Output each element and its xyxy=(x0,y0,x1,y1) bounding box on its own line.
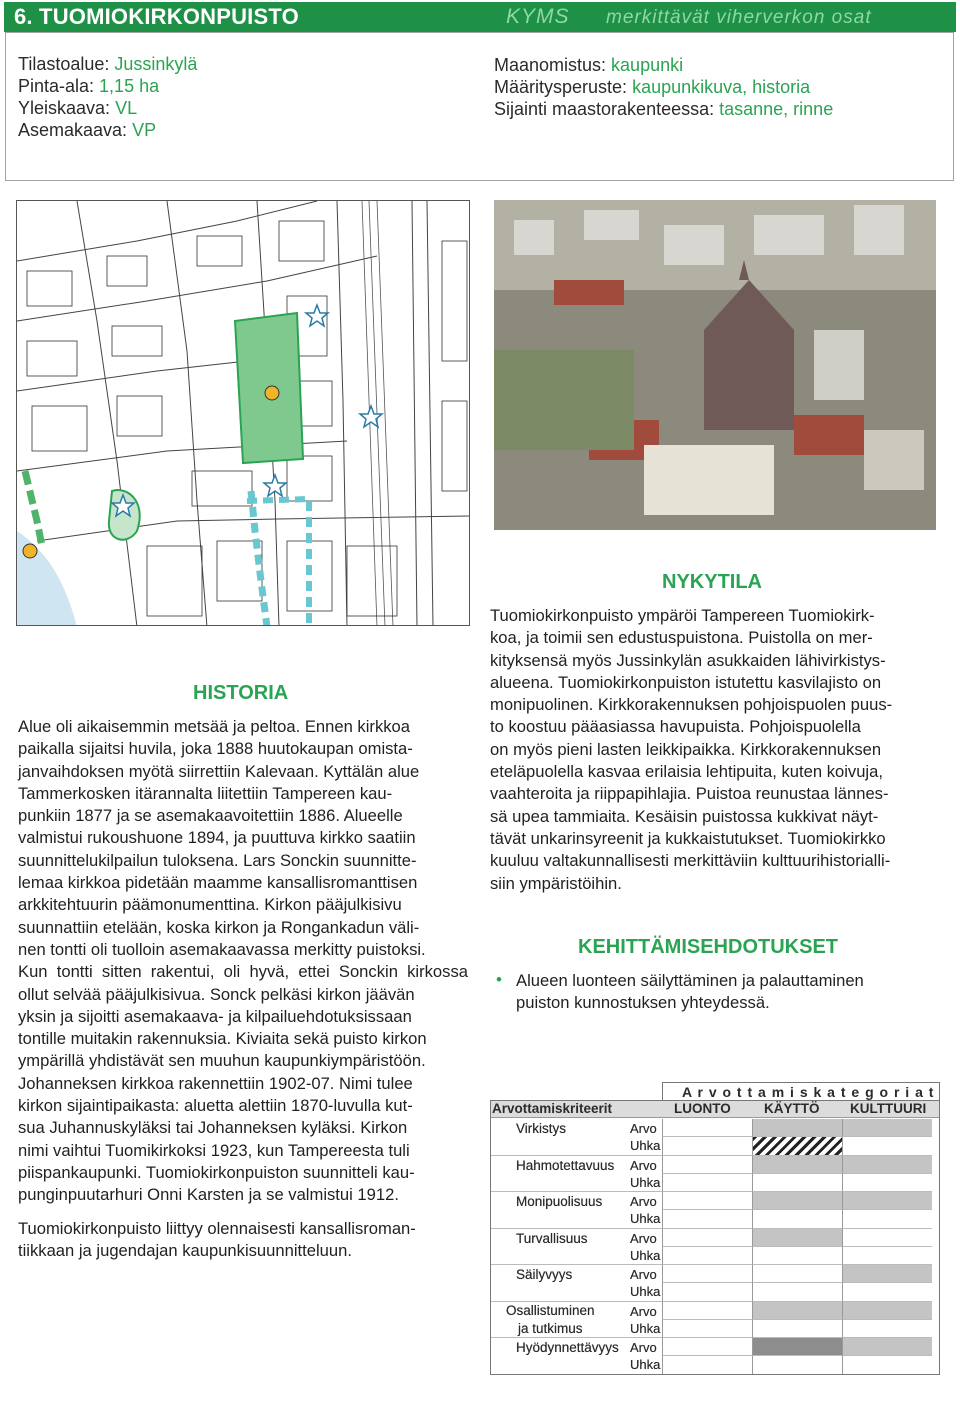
site-map xyxy=(16,200,470,626)
column-header: LUONTO xyxy=(674,1101,731,1116)
arvo-label: Arvo xyxy=(630,1267,657,1282)
text-line: on myös pieni lasten leikkipaikka. Kirkkorakennuksen xyxy=(490,739,882,759)
header-kyms: KYMS xyxy=(506,5,570,28)
criterion-label: Monipuolisuus xyxy=(516,1194,603,1209)
column-header: KULTTUURI xyxy=(850,1101,927,1116)
criteria-header: Arvottamiskriteerit xyxy=(492,1101,613,1116)
text-line: arkkitehtuurin päämonumenttina. Kirkon pääjulkisivu xyxy=(18,895,402,915)
uhka-label: Uhka xyxy=(630,1357,661,1373)
historia-title: HISTORIA xyxy=(193,682,289,704)
text-line: janvaihdoksen myötä siirrettiin Kalevaan. Kyttälän alue xyxy=(18,761,420,781)
text-line: vaahteroita ja riippapihlajia. Puistoa reunustaa lännes- xyxy=(490,784,889,804)
info-asemakaava: Asemakaava: VP xyxy=(18,120,157,140)
bullet-dot: • xyxy=(496,970,502,989)
criterion-label: Turvallisuus xyxy=(516,1230,588,1246)
nykytila-title: NYKYTILA xyxy=(662,571,762,593)
uhka-label: Uhka xyxy=(630,1174,661,1190)
rating-table xyxy=(490,1082,940,1374)
text-line: sä upea tammiaita. Kesäisin puistossa kukkivat näyt- xyxy=(490,806,879,826)
criterion-label: Hyödynnettävyys xyxy=(516,1340,619,1355)
info-sijainti: Sijainti maastorakenteessa: tasanne, rinne xyxy=(494,99,834,119)
text-line: tontille muitakin rakennuksia. Kiviaita sekä puisto kirkon xyxy=(18,1029,427,1049)
text-line: tiikkaan ja jugendajan kaupunkisuunnitteluun. xyxy=(18,1241,352,1261)
text-line: kirkon sijaintipaikasta: aluetta alettiin 1870-luvulla kut- xyxy=(18,1096,413,1116)
text-line: kuuluu valtakunnallisesti merkittäviin kulttuurihistorialli- xyxy=(490,851,891,871)
text-line: Tuomiokirkonpuisto ympäröi Tampereen Tuomiokirk- xyxy=(490,606,875,625)
text-line: nen tontti oli tuolloin asemakaavassa merkitty puistoksi. xyxy=(18,939,426,959)
text-line: sua Juhannuskyläksi tai Johanneksen kyläksi. Kirkon xyxy=(18,1118,408,1138)
text-line: valmistui rukoushuone 1894, ja puuttuva kirkko saatiin xyxy=(18,828,416,848)
uhka-label: Uhka xyxy=(630,1247,661,1263)
info-maanomistus: Maanomistus: kaupunki xyxy=(494,55,684,75)
page-title: 6. TUOMIOKIRKONPUISTO xyxy=(14,4,299,29)
arvo-label: Arvo xyxy=(630,1230,657,1246)
text-line: suunnattiin etelään, koska kirkon ja Rongankadun väli- xyxy=(18,917,420,937)
arvo-label: Arvo xyxy=(630,1194,657,1209)
text-line: nimi vaihtui Tuomikirkoksi 1923, kun Tampereesta tuli xyxy=(18,1140,410,1160)
text-line: ollut selvää pääjulkisivua. Sonck pelkäsi kirkon jäävän xyxy=(18,984,415,1004)
uhka-label: Uhka xyxy=(630,1138,661,1154)
text-line: punkiin 1877 ja se asemakaavoitettiin 1886. Alueelle xyxy=(18,806,403,826)
info-tilastoalue: Tilastoalue: Jussinkylä xyxy=(18,54,198,74)
uhka-label: Uhka xyxy=(630,1211,661,1227)
aerial-photo xyxy=(494,200,936,530)
nykytila-text xyxy=(490,605,942,895)
text-line: Tammerkosken itärannalta liitettiin Tampereen kau- xyxy=(18,783,393,803)
criterion-label: Säilyvyys xyxy=(516,1267,573,1282)
text-line: alueena. Tuomiokirkonpuiston istutettu kasvilajisto on xyxy=(490,672,882,692)
aerial-photo-drawing xyxy=(494,200,936,530)
text-line: kityksensä myös Jussinkylän asukkaiden lähivirkistys- xyxy=(490,650,886,670)
bullet-line-2: puiston kunnostuksen yhteydessä. xyxy=(516,993,770,1013)
text-line: to koostuu pääasiassa havupuista. Pohjoispuolella xyxy=(490,717,861,737)
text-line: punginpuutarhuri Onni Karsten ja se valmistui 1912. xyxy=(18,1185,399,1205)
uhka-label: Uhka xyxy=(630,1284,661,1300)
criterion-label: Hahmotettavuus xyxy=(516,1157,615,1173)
text-line: tävät unkarinsyreenit ja kukkaistutukset. Tuomiokirkko xyxy=(490,828,886,848)
arvo-label: Arvo xyxy=(630,1157,657,1173)
text-line: monipuolinen. Kirkkorakennuksen pohjoispuolen puus- xyxy=(490,695,893,715)
arvo-label: Arvo xyxy=(630,1340,657,1355)
text-line: yksin ja sijoitti asemakaava- ja kilpailuehdotuksissaan xyxy=(18,1006,412,1026)
column-header: KÄYTTÖ xyxy=(764,1101,820,1116)
header-subtitle: merkittävät viherverkon osat xyxy=(606,7,872,28)
text-line: lemaa kirkkoa pidetään maamme kansallisromanttisen xyxy=(18,873,418,893)
criterion-label-2: ja tutkimus xyxy=(518,1320,583,1336)
table-heading: A r v o t t a m i s k a t e g o r i a t xyxy=(682,1084,935,1100)
text-line: koa, ja toimii sen edustuspuistona. Puistolla on mer- xyxy=(490,628,873,648)
text-line: siin ympäristöihin. xyxy=(490,873,622,893)
map-drawing xyxy=(17,201,470,626)
text-line: eteläpuolella kasvaa erilaisia lehtipuita, kuten koivuja, xyxy=(490,762,883,782)
text-line: Tuomiokirkonpuisto liittyy olennaisesti kansallisroman- xyxy=(18,1219,416,1238)
table-heading-border xyxy=(662,1082,940,1101)
criterion-label: Virkistys xyxy=(516,1121,567,1136)
text-line: Kun tontti sitten rakentui, oli hyvä, ettei Sonckin kirkossa xyxy=(18,962,468,982)
criterion-label: Osallistuminen xyxy=(506,1302,595,1318)
text-line: piispankaupunki. Tuomiokirkonpuiston suunnitteli kau- xyxy=(18,1162,415,1182)
text-line: suunnittelukilpailun tuloksena. Lars Sonckin suunnitte- xyxy=(18,850,417,870)
arvo-label: Arvo xyxy=(630,1303,657,1319)
text-line: Alue oli aikaisemmin metsää ja peltoa. Ennen kirkkoa xyxy=(18,717,410,736)
text-line: paikalla sijaitsi huvila, joka 1888 huutokaupan omista- xyxy=(18,739,413,759)
kehittaminen-title: KEHITTÄMISEHDOTUKSET xyxy=(578,936,838,958)
info-pinta-ala: Pinta-ala: 1,15 ha xyxy=(18,76,160,96)
kehittaminen-bullet xyxy=(516,970,936,1015)
arvo-label: Arvo xyxy=(630,1121,657,1136)
historia-text-2 xyxy=(18,1218,468,1263)
text-line: Johanneksen kirkkoa rakennettiin 1902-07. Nimi tulee xyxy=(18,1073,413,1093)
info-yleiskaava: Yleiskaava: VL xyxy=(18,98,138,118)
bullet-line-1: Alueen luonteen säilyttäminen ja palauttaminen xyxy=(516,971,864,990)
historia-text xyxy=(18,716,468,1207)
info-maaritysperuste: Määritysperuste: kaupunkikuva, historia xyxy=(494,77,811,97)
table-border xyxy=(490,1100,940,1375)
text-line: ympärillä yhdistävät sen muuhun kaupunkiympäristöön. xyxy=(18,1051,426,1071)
uhka-label: Uhka xyxy=(630,1320,661,1336)
